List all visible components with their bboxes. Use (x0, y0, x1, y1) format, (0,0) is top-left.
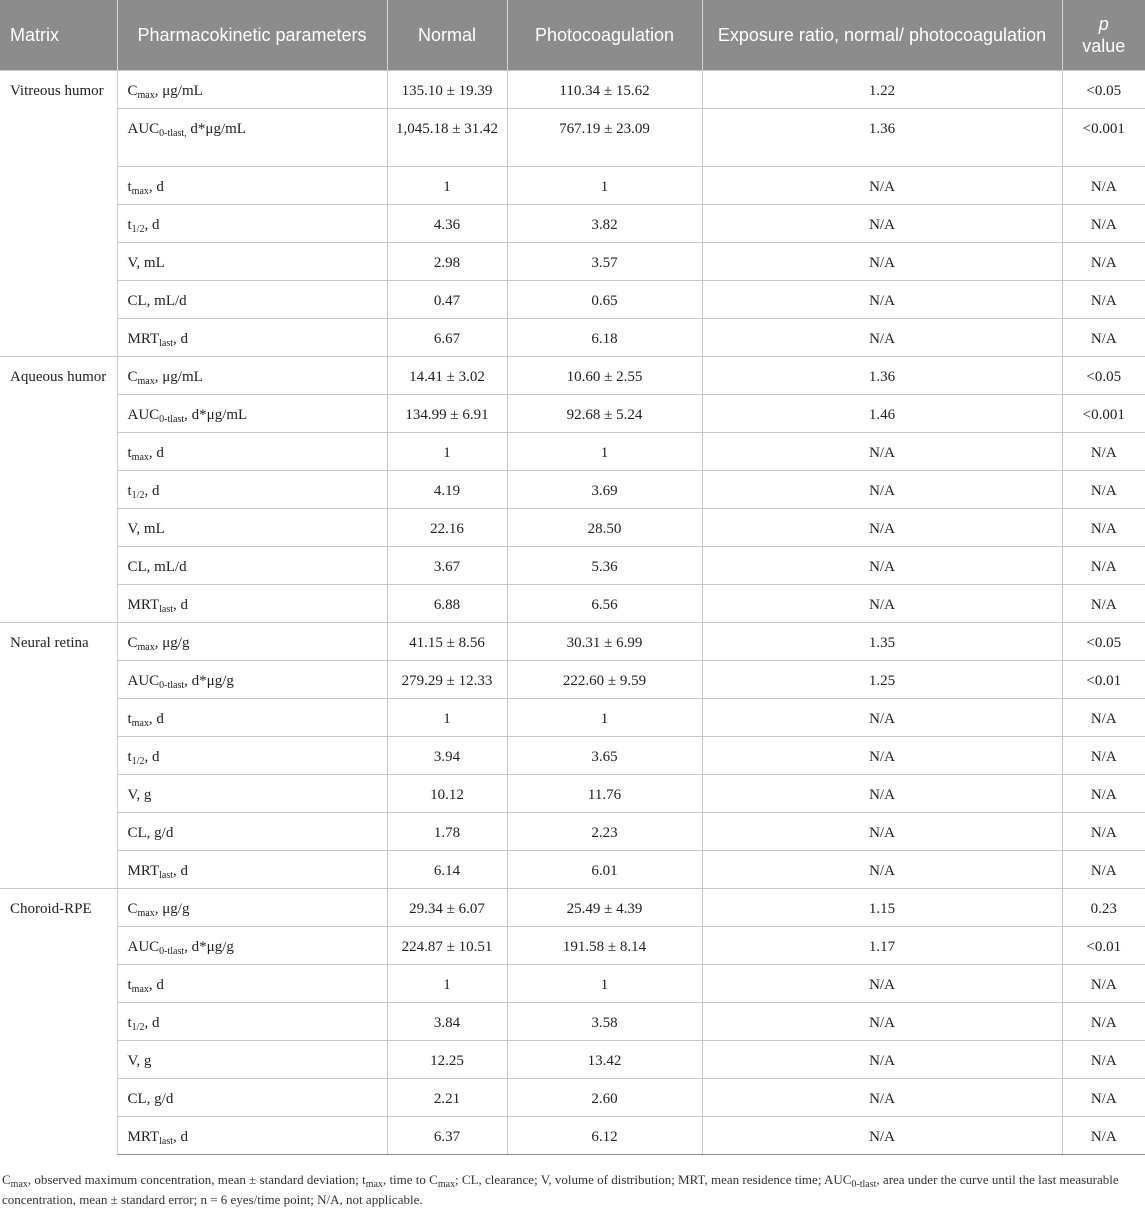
table-row (0, 509, 1145, 547)
footnote-subscript: max (437, 1179, 456, 1190)
normal-value-cell: 134.99 ± 6.91 (387, 395, 507, 433)
photocoagulation-value-cell: 1 (507, 965, 702, 1003)
parameter-symbol: t (127, 445, 132, 461)
parameter-symbol: t (127, 1015, 132, 1031)
parameter-unit: , μg/g (154, 901, 190, 917)
photocoagulation-value-cell: 3.69 (507, 471, 702, 509)
normal-value-cell: 0.47 (387, 281, 507, 319)
parameter-cell (117, 205, 387, 243)
parameter-cell (117, 109, 387, 167)
normal-value-cell: 29.34 ± 6.07 (387, 889, 507, 927)
exposure-ratio-cell: 1.15 (702, 889, 1062, 927)
parameter-symbol: CL, g/d (127, 825, 174, 841)
parameter-symbol: CL, g/d (127, 1091, 174, 1107)
parameter-subscript: 1/2 (131, 1022, 145, 1033)
parameter-subscript: max (137, 90, 155, 101)
parameter-subscript: last (159, 338, 173, 349)
header-p-letter: p (1098, 14, 1109, 34)
parameter-symbol: V, g (127, 787, 152, 803)
normal-value-cell: 14.41 ± 3.02 (387, 357, 507, 395)
parameter-subscript: 1/2 (131, 224, 145, 235)
p-value-cell: N/A (1062, 509, 1145, 547)
photocoagulation-value-cell: 5.36 (507, 547, 702, 585)
p-value-cell: N/A (1062, 471, 1145, 509)
parameter-cell (117, 471, 387, 509)
p-value-cell: N/A (1062, 1041, 1145, 1079)
parameter-unit: , d (148, 445, 164, 461)
normal-value-cell: 6.14 (387, 851, 507, 889)
parameter-unit: , d (148, 711, 164, 727)
exposure-ratio-cell: 1.35 (702, 623, 1062, 661)
p-value-cell: N/A (1062, 205, 1145, 243)
p-value-cell: <0.001 (1062, 395, 1145, 433)
parameter-cell (117, 509, 387, 547)
parameter-unit: , d (144, 749, 160, 765)
photocoagulation-value-cell: 3.82 (507, 205, 702, 243)
photocoagulation-value-cell: 11.76 (507, 775, 702, 813)
parameter-subscript: 1/2 (131, 490, 145, 501)
table-row (0, 471, 1145, 509)
normal-value-cell: 135.10 ± 19.39 (387, 71, 507, 109)
p-value-cell: N/A (1062, 319, 1145, 357)
photocoagulation-value-cell: 1 (507, 167, 702, 205)
header-normal: Normal (387, 0, 507, 71)
header-parameter: Pharmacokinetic parameters (117, 0, 387, 71)
parameter-unit: d*μg/mL (186, 121, 246, 137)
exposure-ratio-cell: N/A (702, 433, 1062, 471)
table-row (0, 927, 1145, 965)
parameter-subscript: max (137, 642, 155, 653)
photocoagulation-value-cell: 13.42 (507, 1041, 702, 1079)
parameter-unit: , d (173, 331, 188, 347)
photocoagulation-value-cell: 30.31 ± 6.99 (507, 623, 702, 661)
parameter-cell (117, 1041, 387, 1079)
exposure-ratio-cell: N/A (702, 281, 1062, 319)
footnote-text: , time to C (382, 1172, 438, 1187)
parameter-subscript: 0-tlast (159, 680, 185, 691)
photocoagulation-value-cell: 1 (507, 699, 702, 737)
parameter-cell (117, 433, 387, 471)
parameter-cell (117, 1079, 387, 1117)
parameter-symbol: C (127, 369, 138, 385)
parameter-subscript: max (131, 718, 149, 729)
parameter-unit: , μg/mL (154, 83, 203, 99)
p-value-cell: N/A (1062, 851, 1145, 889)
p-value-cell: N/A (1062, 547, 1145, 585)
p-value-cell: 0.23 (1062, 889, 1145, 927)
parameter-symbol: C (127, 635, 138, 651)
parameter-symbol: MRT (127, 331, 160, 347)
normal-value-cell: 6.67 (387, 319, 507, 357)
exposure-ratio-cell: N/A (702, 547, 1062, 585)
exposure-ratio-cell: N/A (702, 775, 1062, 813)
p-value-cell: <0.05 (1062, 71, 1145, 109)
photocoagulation-value-cell: 0.65 (507, 281, 702, 319)
table-row (0, 585, 1145, 623)
parameter-unit: , μg/mL (154, 369, 203, 385)
p-value-cell: <0.01 (1062, 661, 1145, 699)
parameter-unit: , d (148, 977, 164, 993)
table-row (0, 813, 1145, 851)
parameter-unit: , d*μg/g (184, 939, 234, 955)
photocoagulation-value-cell: 6.56 (507, 585, 702, 623)
table-row (0, 623, 1145, 661)
table-row (0, 547, 1145, 585)
photocoagulation-value-cell: 222.60 ± 9.59 (507, 661, 702, 699)
normal-value-cell: 1,045.18 ± 31.42 (387, 109, 507, 167)
parameter-symbol: MRT (127, 597, 160, 613)
table-row (0, 357, 1145, 395)
table-row (0, 319, 1145, 357)
table-row (0, 205, 1145, 243)
table-header (0, 0, 1145, 71)
table-row (0, 71, 1145, 109)
table-row (0, 737, 1145, 775)
table-row (0, 167, 1145, 205)
normal-value-cell: 224.87 ± 10.51 (387, 927, 507, 965)
parameter-unit: , d*μg/g (184, 673, 234, 689)
parameter-subscript: last (159, 870, 173, 881)
header-exposure-ratio: Exposure ratio, normal/ photocoagulation (702, 0, 1062, 71)
parameter-unit: , d (144, 217, 160, 233)
parameter-symbol: MRT (127, 1129, 160, 1145)
exposure-ratio-cell: 1.17 (702, 927, 1062, 965)
parameter-symbol: C (127, 83, 138, 99)
photocoagulation-value-cell: 6.01 (507, 851, 702, 889)
parameter-cell (117, 547, 387, 585)
p-value-cell: N/A (1062, 813, 1145, 851)
p-value-cell: N/A (1062, 1079, 1145, 1117)
exposure-ratio-cell: N/A (702, 471, 1062, 509)
p-value-cell: N/A (1062, 737, 1145, 775)
p-value-cell: N/A (1062, 585, 1145, 623)
matrix-cell: Neural retina (0, 623, 117, 889)
parameter-unit: , d (173, 1129, 188, 1145)
parameter-subscript: last (159, 604, 173, 615)
p-value-cell: <0.001 (1062, 109, 1145, 167)
normal-value-cell: 1 (387, 433, 507, 471)
exposure-ratio-cell: N/A (702, 813, 1062, 851)
parameter-cell (117, 319, 387, 357)
normal-value-cell: 3.94 (387, 737, 507, 775)
parameter-subscript: 0-tlast (159, 414, 185, 425)
photocoagulation-value-cell: 6.18 (507, 319, 702, 357)
normal-value-cell: 22.16 (387, 509, 507, 547)
exposure-ratio-cell: N/A (702, 205, 1062, 243)
footnote-subscript: max (365, 1179, 383, 1190)
parameter-cell (117, 71, 387, 109)
parameter-cell (117, 1117, 387, 1155)
p-value-cell: N/A (1062, 281, 1145, 319)
normal-value-cell: 6.37 (387, 1117, 507, 1155)
parameter-symbol: CL, mL/d (127, 559, 187, 575)
parameter-subscript: 0-tlast, (159, 128, 187, 139)
parameter-subscript: 1/2 (131, 756, 145, 767)
exposure-ratio-cell: N/A (702, 1117, 1062, 1155)
parameter-cell (117, 775, 387, 813)
parameter-subscript: max (137, 376, 155, 387)
header-photocoagulation: Photocoagulation (507, 0, 702, 71)
table-row (0, 1117, 1145, 1155)
table-row (0, 889, 1145, 927)
parameter-unit: , μg/g (154, 635, 190, 651)
parameter-symbol: CL, mL/d (127, 293, 187, 309)
parameter-subscript: last (159, 1136, 173, 1147)
exposure-ratio-cell: 1.25 (702, 661, 1062, 699)
photocoagulation-value-cell: 25.49 ± 4.39 (507, 889, 702, 927)
parameter-cell (117, 965, 387, 1003)
p-value-cell: N/A (1062, 775, 1145, 813)
normal-value-cell: 41.15 ± 8.56 (387, 623, 507, 661)
parameter-symbol: t (127, 711, 132, 727)
exposure-ratio-cell: 1.36 (702, 109, 1062, 167)
parameter-cell (117, 1003, 387, 1041)
table-footnote (0, 1170, 1142, 1210)
footnote-text: C (2, 1172, 11, 1187)
normal-value-cell: 1.78 (387, 813, 507, 851)
p-value-cell: N/A (1062, 1003, 1145, 1041)
parameter-symbol: t (127, 179, 132, 195)
normal-value-cell: 1 (387, 699, 507, 737)
p-value-cell: <0.05 (1062, 623, 1145, 661)
normal-value-cell: 2.21 (387, 1079, 507, 1117)
parameter-symbol: AUC (127, 673, 160, 689)
parameter-unit: , d (144, 1015, 160, 1031)
parameter-subscript: max (131, 984, 149, 995)
photocoagulation-value-cell: 110.34 ± 15.62 (507, 71, 702, 109)
parameter-symbol: V, mL (127, 521, 165, 537)
matrix-cell: Aqueous humor (0, 357, 117, 623)
parameter-cell (117, 737, 387, 775)
parameter-symbol: t (127, 977, 132, 993)
parameter-cell (117, 623, 387, 661)
footnote-subscript: 0-tlast (851, 1179, 877, 1190)
exposure-ratio-cell: N/A (702, 509, 1062, 547)
p-value-cell: N/A (1062, 167, 1145, 205)
p-value-cell: <0.01 (1062, 927, 1145, 965)
header-matrix: Matrix (0, 0, 117, 71)
photocoagulation-value-cell: 6.12 (507, 1117, 702, 1155)
photocoagulation-value-cell: 767.19 ± 23.09 (507, 109, 702, 167)
p-value-cell: N/A (1062, 1117, 1145, 1155)
parameter-symbol: V, mL (127, 255, 165, 271)
exposure-ratio-cell: N/A (702, 851, 1062, 889)
parameter-symbol: t (127, 217, 132, 233)
parameter-cell (117, 889, 387, 927)
header-p-word: value (1082, 36, 1126, 56)
table-row (0, 1079, 1145, 1117)
parameter-cell (117, 167, 387, 205)
table-row (0, 851, 1145, 889)
exposure-ratio-cell: N/A (702, 965, 1062, 1003)
normal-value-cell: 4.36 (387, 205, 507, 243)
table-row (0, 965, 1145, 1003)
exposure-ratio-cell: N/A (702, 585, 1062, 623)
exposure-ratio-cell: N/A (702, 1079, 1062, 1117)
p-value-cell: <0.05 (1062, 357, 1145, 395)
parameter-unit: , d (173, 863, 188, 879)
parameter-cell (117, 395, 387, 433)
photocoagulation-value-cell: 3.58 (507, 1003, 702, 1041)
table-row (0, 661, 1145, 699)
p-value-cell: N/A (1062, 433, 1145, 471)
parameter-cell (117, 851, 387, 889)
exposure-ratio-cell: 1.36 (702, 357, 1062, 395)
parameter-subscript: max (131, 186, 149, 197)
parameter-symbol: MRT (127, 863, 160, 879)
photocoagulation-value-cell: 2.60 (507, 1079, 702, 1117)
normal-value-cell: 2.98 (387, 243, 507, 281)
parameter-cell (117, 281, 387, 319)
exposure-ratio-cell: N/A (702, 243, 1062, 281)
parameter-symbol: C (127, 901, 138, 917)
parameter-subscript: 0-tlast (159, 946, 185, 957)
footnote-text: , area under the curve until the last measurable concentration, mean ± standard error; n = 6 eyes/time point; N/A, not applicable. (2, 1172, 1119, 1207)
normal-value-cell: 1 (387, 167, 507, 205)
parameter-cell (117, 243, 387, 281)
normal-value-cell: 3.67 (387, 547, 507, 585)
photocoagulation-value-cell: 92.68 ± 5.24 (507, 395, 702, 433)
footnote-text: ; CL, clearance; V, volume of distribution; MRT, mean residence time; AUC (455, 1172, 852, 1187)
normal-value-cell: 3.84 (387, 1003, 507, 1041)
matrix-cell: Vitreous humor (0, 71, 117, 357)
table-row (0, 699, 1145, 737)
photocoagulation-value-cell: 2.23 (507, 813, 702, 851)
parameter-subscript: max (131, 452, 149, 463)
parameter-cell (117, 585, 387, 623)
parameter-unit: , d (144, 483, 160, 499)
table-row (0, 395, 1145, 433)
parameter-cell (117, 699, 387, 737)
normal-value-cell: 6.88 (387, 585, 507, 623)
matrix-cell: Choroid-RPE (0, 889, 117, 1155)
parameter-symbol: AUC (127, 121, 160, 137)
exposure-ratio-cell: N/A (702, 737, 1062, 775)
parameter-cell (117, 661, 387, 699)
table-row (0, 281, 1145, 319)
parameter-cell (117, 813, 387, 851)
table-row (0, 775, 1145, 813)
photocoagulation-value-cell: 28.50 (507, 509, 702, 547)
photocoagulation-value-cell: 10.60 ± 2.55 (507, 357, 702, 395)
p-value-cell: N/A (1062, 699, 1145, 737)
exposure-ratio-cell: 1.46 (702, 395, 1062, 433)
photocoagulation-value-cell: 1 (507, 433, 702, 471)
p-value-cell: N/A (1062, 965, 1145, 1003)
normal-value-cell: 10.12 (387, 775, 507, 813)
table-row (0, 1041, 1145, 1079)
photocoagulation-value-cell: 191.58 ± 8.14 (507, 927, 702, 965)
parameter-unit: , d*μg/mL (184, 407, 248, 423)
table-row (0, 243, 1145, 281)
photocoagulation-value-cell: 3.65 (507, 737, 702, 775)
parameter-cell (117, 357, 387, 395)
parameter-symbol: AUC (127, 407, 160, 423)
footnote-text: , observed maximum concentration, mean ± standard deviation; t (27, 1172, 366, 1187)
parameter-symbol: AUC (127, 939, 160, 955)
parameter-unit: , d (148, 179, 164, 195)
photocoagulation-value-cell: 3.57 (507, 243, 702, 281)
parameter-symbol: V, g (127, 1053, 152, 1069)
exposure-ratio-cell: 1.22 (702, 71, 1062, 109)
header-p-value (1062, 0, 1145, 71)
table-row (0, 1003, 1145, 1041)
p-value-cell: N/A (1062, 243, 1145, 281)
normal-value-cell: 4.19 (387, 471, 507, 509)
exposure-ratio-cell: N/A (702, 699, 1062, 737)
normal-value-cell: 1 (387, 965, 507, 1003)
table-body (0, 71, 1145, 1155)
exposure-ratio-cell: N/A (702, 319, 1062, 357)
parameter-cell (117, 927, 387, 965)
exposure-ratio-cell: N/A (702, 1041, 1062, 1079)
footnote-subscript: max (10, 1179, 28, 1190)
normal-value-cell: 12.25 (387, 1041, 507, 1079)
table-row (0, 433, 1145, 471)
exposure-ratio-cell: N/A (702, 1003, 1062, 1041)
normal-value-cell: 279.29 ± 12.33 (387, 661, 507, 699)
parameter-subscript: max (137, 908, 155, 919)
parameter-symbol: t (127, 749, 132, 765)
table-row (0, 109, 1145, 167)
exposure-ratio-cell: N/A (702, 167, 1062, 205)
parameter-unit: , d (173, 597, 188, 613)
parameter-symbol: t (127, 483, 132, 499)
